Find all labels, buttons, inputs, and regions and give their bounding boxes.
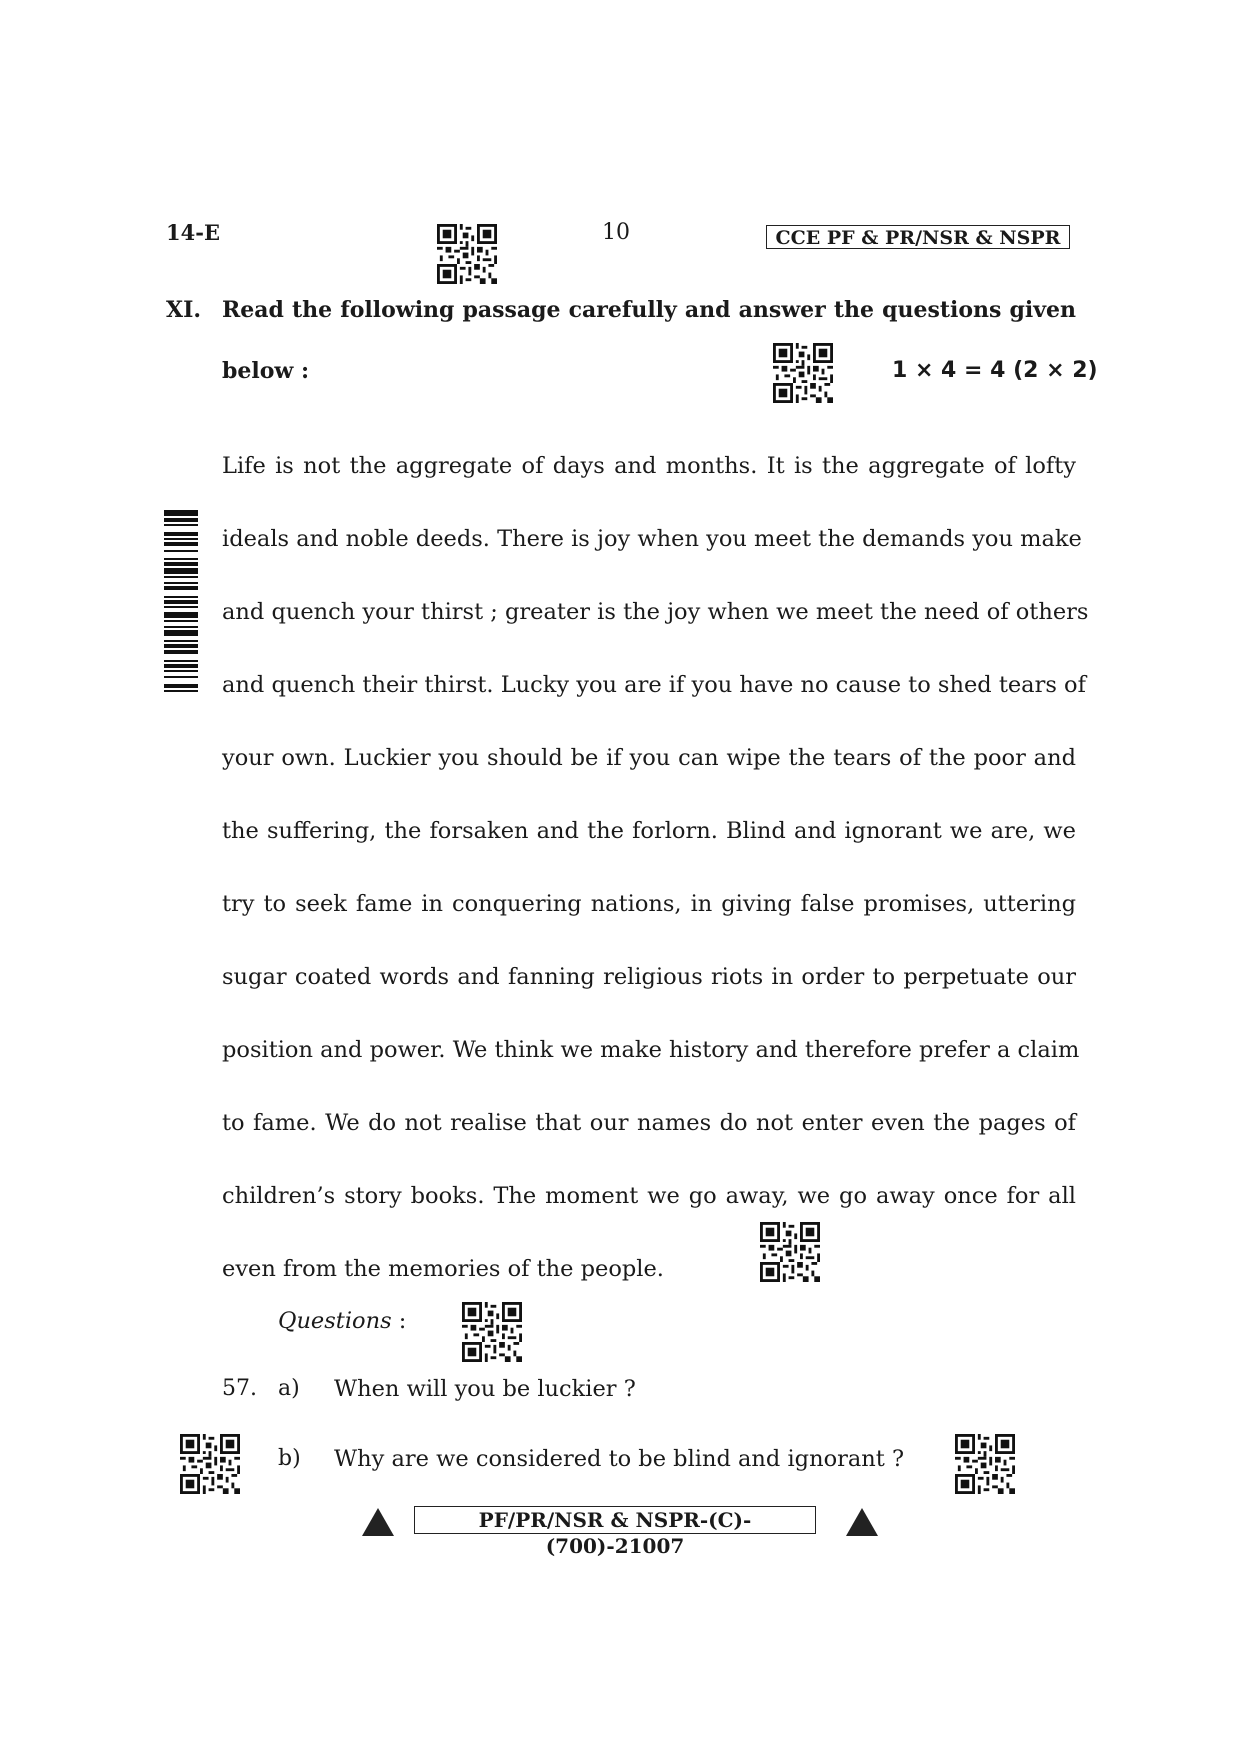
passage-line: position and power. We think we make history and therefore prefer a claim	[222, 1037, 1080, 1063]
qr-code-icon-graphic	[955, 1434, 1015, 1494]
triangle-marker-icon	[846, 1508, 878, 1536]
passage-line: ideals and noble deeds. There is joy when you meet the demands you make	[222, 526, 1082, 552]
passage-line: Life is not the aggregate of days and months. It is the aggregate of lofty	[222, 453, 1076, 479]
header-code-right: CCE PF & PR/NSR & NSPR	[766, 225, 1070, 249]
questions-label-colon: :	[398, 1308, 407, 1334]
qr-code-icon	[180, 1434, 240, 1498]
questions-label-text: Questions	[278, 1308, 392, 1334]
passage-line: to fame. We do not realise that our names do not enter even the pages of	[222, 1110, 1076, 1136]
reading-passage	[222, 430, 1089, 1306]
question-a-marker: a)	[278, 1376, 300, 1401]
passage-line: even from the memories of the people.	[222, 1256, 664, 1282]
page-number: 10	[602, 220, 630, 245]
section-instruction-line1: Read the following passage carefully and answer the questions given	[222, 297, 1076, 323]
qr-code-icon-graphic	[462, 1302, 522, 1362]
passage-line: try to seek fame in conquering nations, in giving false promises, uttering	[222, 891, 1076, 917]
questions-label	[278, 1308, 406, 1334]
qr-code-icon-graphic	[437, 224, 497, 284]
question-number: 57.	[222, 1376, 257, 1401]
question-b-text: Why are we considered to be blind and ignorant ?	[334, 1446, 905, 1472]
qr-code-icon-graphic	[773, 343, 833, 403]
qr-code-icon	[955, 1434, 1015, 1498]
section-marks: 1 × 4 = 4 (2 × 2)	[892, 358, 1098, 383]
passage-line: children’s story books. The moment we go away, we go away once for all	[222, 1183, 1076, 1209]
header-code-left: 14-E	[166, 220, 220, 245]
qr-code-icon	[462, 1302, 522, 1366]
question-a-text: When will you be luckier ?	[334, 1376, 636, 1402]
passage-line: your own. Luckier you should be if you can wipe the tears of the poor and	[222, 745, 1076, 771]
passage-line: the suffering, the forsaken and the forlorn. Blind and ignorant we are, we	[222, 818, 1076, 844]
barcode-icon	[164, 510, 198, 784]
question-b-marker: b)	[278, 1446, 301, 1471]
qr-code-icon	[773, 343, 833, 407]
passage-line: and quench their thirst. Lucky you are if you have no cause to shed tears of	[222, 672, 1086, 698]
footer-code: PF/PR/NSR & NSPR-(C)-(700)-21007	[414, 1506, 816, 1534]
passage-line: and quench your thirst ; greater is the joy when we meet the need of others	[222, 599, 1089, 625]
qr-code-icon	[437, 224, 497, 288]
section-number: XI.	[166, 297, 202, 323]
section-instruction-line2: below :	[222, 358, 310, 384]
qr-code-icon	[760, 1222, 820, 1286]
qr-code-icon-graphic	[760, 1222, 820, 1282]
triangle-marker-icon	[362, 1508, 394, 1536]
barcode-icon-graphic	[164, 510, 198, 784]
passage-line: sugar coated words and fanning religious riots in order to perpetuate our	[222, 964, 1076, 990]
qr-code-icon-graphic	[180, 1434, 240, 1494]
